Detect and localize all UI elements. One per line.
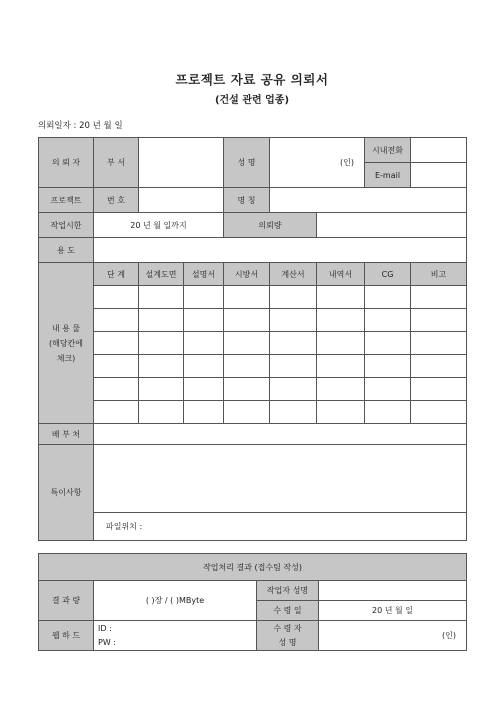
project-name-field[interactable] bbox=[270, 188, 467, 213]
check-cell[interactable] bbox=[270, 355, 317, 378]
result-header: 작업처리 결과 (접수팀 작성) bbox=[39, 554, 467, 581]
col-header: 설명서 bbox=[184, 263, 224, 286]
requested-qty-field[interactable] bbox=[317, 213, 467, 238]
number-label: 번 호 bbox=[94, 188, 139, 213]
doc-subtitle: (건설 관련 업종) bbox=[214, 95, 290, 106]
table-row bbox=[39, 332, 467, 355]
content-label: 내 용 물 (해당칸에 체크) bbox=[39, 263, 94, 424]
check-cell[interactable] bbox=[224, 332, 270, 355]
dept-field[interactable] bbox=[139, 138, 224, 188]
table-row bbox=[39, 309, 467, 332]
check-cell[interactable] bbox=[365, 332, 411, 355]
ext-phone-label: 시내전화 bbox=[365, 138, 411, 163]
col-header: 계산서 bbox=[270, 263, 317, 286]
check-cell[interactable] bbox=[94, 378, 139, 401]
check-cell[interactable] bbox=[139, 378, 184, 401]
ext-phone-field[interactable] bbox=[411, 138, 467, 163]
outcome-field[interactable]: ( )장 / ( )MByte bbox=[94, 581, 257, 621]
notes-label: 특이사항 bbox=[39, 445, 94, 541]
col-header: 내역서 bbox=[317, 263, 365, 286]
check-cell[interactable] bbox=[139, 309, 184, 332]
recipient-label: 수 령 자 성 명 bbox=[257, 621, 319, 651]
check-cell[interactable] bbox=[94, 332, 139, 355]
check-cell[interactable] bbox=[94, 309, 139, 332]
check-cell[interactable] bbox=[365, 355, 411, 378]
check-cell[interactable] bbox=[411, 355, 467, 378]
check-cell[interactable] bbox=[184, 286, 224, 309]
check-cell[interactable] bbox=[411, 309, 467, 332]
check-cell[interactable] bbox=[365, 401, 411, 424]
recipient-field[interactable]: (인) bbox=[319, 621, 467, 651]
check-cell[interactable] bbox=[317, 378, 365, 401]
worker-name-field[interactable] bbox=[319, 581, 467, 601]
check-cell[interactable] bbox=[224, 378, 270, 401]
requested-qty-label: 의뢰량 bbox=[224, 213, 317, 238]
table-row bbox=[39, 378, 467, 401]
notes-field[interactable] bbox=[94, 445, 467, 513]
check-cell[interactable] bbox=[270, 401, 317, 424]
check-cell[interactable] bbox=[411, 332, 467, 355]
check-cell[interactable] bbox=[365, 378, 411, 401]
check-cell[interactable] bbox=[139, 401, 184, 424]
check-cell[interactable] bbox=[365, 309, 411, 332]
check-cell[interactable] bbox=[224, 355, 270, 378]
distribution-label: 배 부 처 bbox=[39, 424, 94, 445]
request-form bbox=[38, 137, 467, 541]
check-cell[interactable] bbox=[270, 286, 317, 309]
check-cell[interactable] bbox=[94, 401, 139, 424]
check-cell[interactable] bbox=[94, 355, 139, 378]
col-header: 단 계 bbox=[94, 263, 139, 286]
project-number-field[interactable] bbox=[139, 188, 224, 213]
check-cell[interactable] bbox=[411, 401, 467, 424]
dept-label: 부 서 bbox=[94, 138, 139, 188]
webhard-label: 웹 하 드 bbox=[39, 621, 94, 651]
id-field[interactable]: ID : bbox=[98, 623, 112, 633]
request-date: 의뢰일자 : 20 년 월 일 bbox=[38, 121, 123, 131]
project-label: 프로젝트 bbox=[39, 188, 94, 213]
pw-field[interactable]: PW : bbox=[98, 637, 116, 647]
check-cell[interactable] bbox=[317, 286, 365, 309]
email-field[interactable] bbox=[411, 163, 467, 188]
check-cell[interactable] bbox=[224, 401, 270, 424]
check-cell[interactable] bbox=[224, 309, 270, 332]
table-row bbox=[39, 401, 467, 424]
doc-title: 프로젝트 자료 공유 의뢰서 bbox=[175, 72, 329, 87]
check-cell[interactable] bbox=[411, 286, 467, 309]
result-form bbox=[38, 553, 467, 651]
check-cell[interactable] bbox=[270, 332, 317, 355]
table-row bbox=[39, 355, 467, 378]
work-period-field[interactable]: 20 년 월 일까지 bbox=[94, 213, 224, 238]
name-label: 성 명 bbox=[224, 138, 270, 188]
check-cell[interactable] bbox=[184, 332, 224, 355]
check-cell[interactable] bbox=[184, 401, 224, 424]
check-cell[interactable] bbox=[224, 286, 270, 309]
col-header: 시방서 bbox=[224, 263, 270, 286]
requester-label: 의 뢰 자 bbox=[39, 138, 94, 188]
check-cell[interactable] bbox=[317, 332, 365, 355]
col-header: CG bbox=[365, 263, 411, 286]
name-field[interactable]: (인) bbox=[270, 138, 365, 188]
check-cell[interactable] bbox=[317, 401, 365, 424]
outcome-label: 결 과 량 bbox=[39, 581, 94, 621]
project-name-label: 명 칭 bbox=[224, 188, 270, 213]
check-cell[interactable] bbox=[411, 378, 467, 401]
check-cell[interactable] bbox=[184, 378, 224, 401]
worker-name-label: 작업자 성명 bbox=[257, 581, 319, 601]
file-location-field[interactable]: 파일위치 : bbox=[94, 513, 467, 541]
check-cell[interactable] bbox=[270, 309, 317, 332]
table-row bbox=[39, 286, 467, 309]
check-cell[interactable] bbox=[184, 355, 224, 378]
check-cell[interactable] bbox=[365, 286, 411, 309]
check-cell[interactable] bbox=[184, 309, 224, 332]
check-cell[interactable] bbox=[139, 332, 184, 355]
work-period-label: 작업시한 bbox=[39, 213, 94, 238]
check-cell[interactable] bbox=[317, 309, 365, 332]
check-cell[interactable] bbox=[317, 355, 365, 378]
col-header: 비고 bbox=[411, 263, 467, 286]
check-cell[interactable] bbox=[270, 378, 317, 401]
col-header: 설계도면 bbox=[139, 263, 184, 286]
webhard-field[interactable] bbox=[94, 621, 257, 651]
received-label: 수 령 일 bbox=[257, 601, 319, 621]
check-cell[interactable] bbox=[94, 286, 139, 309]
check-cell[interactable] bbox=[139, 355, 184, 378]
email-label: E-mail bbox=[365, 163, 411, 188]
distribution-field[interactable] bbox=[94, 424, 467, 445]
received-field[interactable]: 20 년 월 일 bbox=[319, 601, 467, 621]
check-cell[interactable] bbox=[139, 286, 184, 309]
usage-label: 용 도 bbox=[39, 238, 94, 263]
usage-field[interactable] bbox=[94, 238, 467, 263]
